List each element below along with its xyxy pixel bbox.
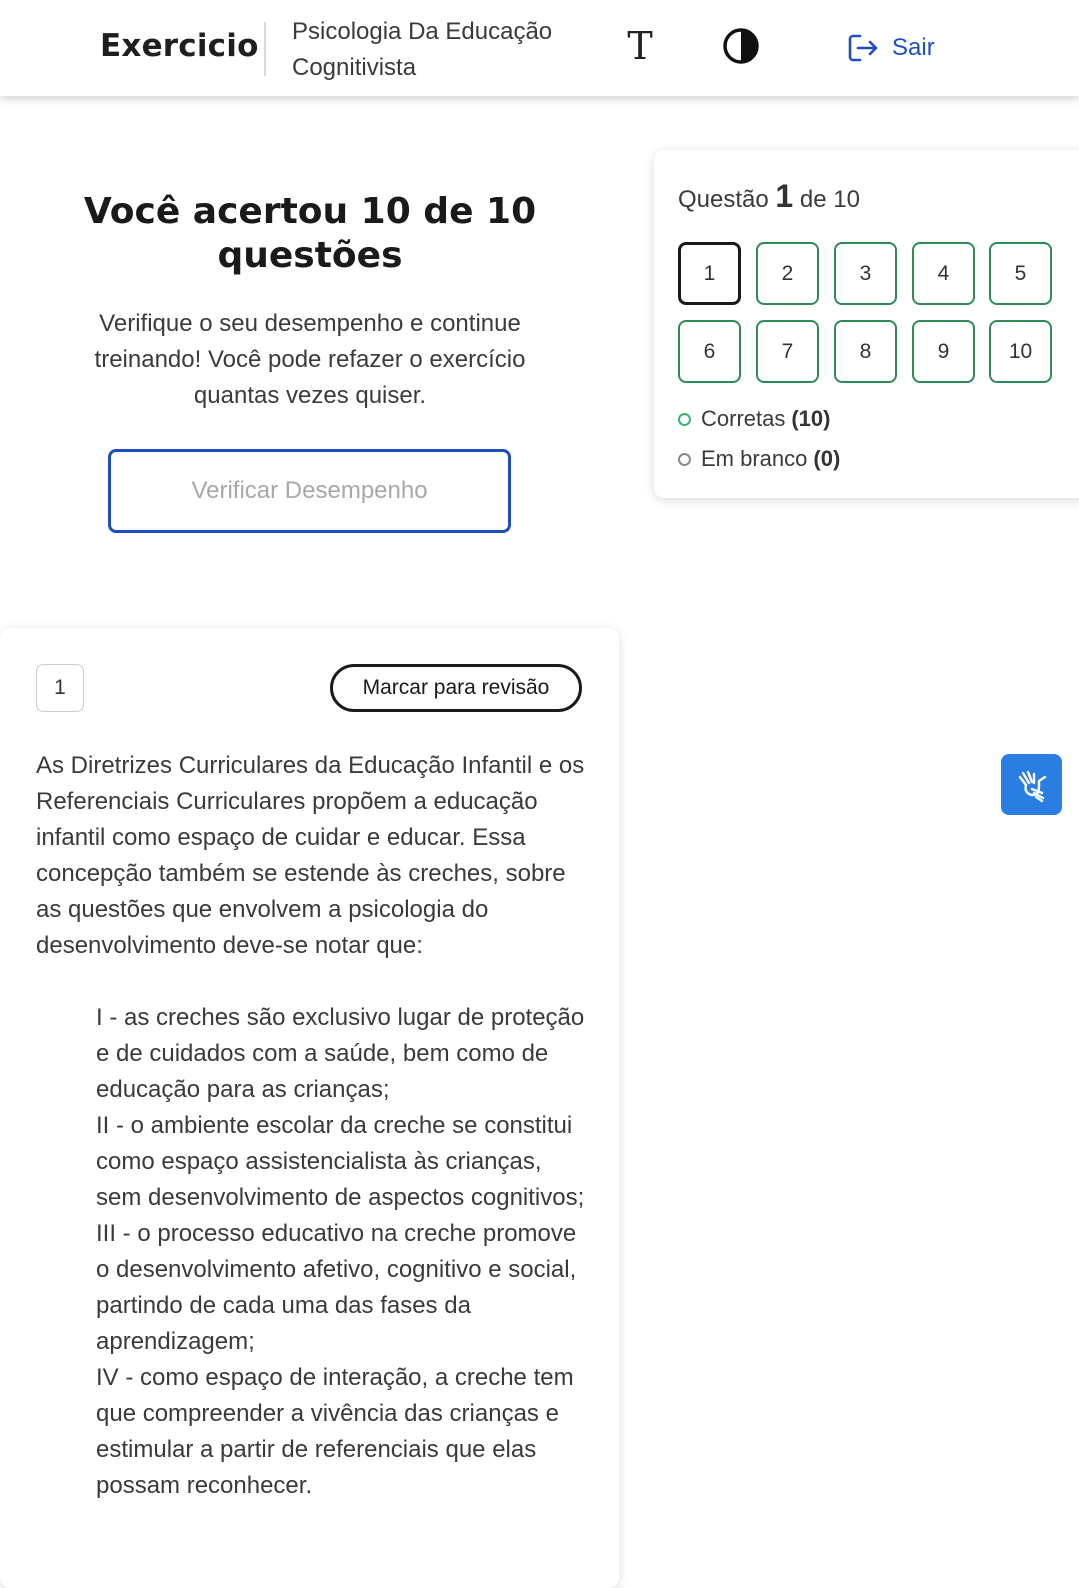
counter-current: 1 [775, 178, 794, 214]
question-item: III - o processo educativo na creche promove o desenvolvimento afetivo, cognitivo e social, partindo de cada uma das fases da aprendizagem; [96, 1220, 577, 1355]
result-panel [40, 190, 580, 414]
question-counter [678, 178, 860, 215]
verify-performance-button[interactable]: Verificar Desempenho [108, 449, 511, 533]
question-nav-button-6[interactable]: 6 [678, 320, 741, 383]
course-title-line2: Cognitivista [292, 54, 417, 81]
legend-correct-label: Corretas [701, 406, 786, 431]
question-nav-button-8[interactable]: 8 [834, 320, 897, 383]
counter-suffix: de 10 [799, 186, 860, 213]
header-divider [264, 22, 266, 76]
font-size-icon[interactable]: T [627, 24, 653, 68]
question-nav-button-7[interactable]: 7 [756, 320, 819, 383]
question-statement: As Diretrizes Curriculares da Educação Infantil e os Referenciais Curriculares propõem a educação infantil como espaço de cuidar e educar. Essa concepção também se estende às creches, sobre as questões que envolvem a psicologia do desenvolvimento deve-se notar que: [36, 752, 585, 959]
course-title-line1: Psicologia Da Educação [292, 18, 553, 45]
legend-correct-count: (10) [791, 406, 831, 431]
legend-blank-label: Em branco [701, 446, 808, 471]
result-message: Verifique o seu desempenho e continue treinando! Você pode refazer o exercício quantas vezes quiser. [94, 310, 526, 409]
sign-language-icon [1012, 765, 1052, 805]
legend-blank [678, 446, 840, 472]
logout-button[interactable] [846, 30, 935, 66]
question-card [0, 628, 619, 1588]
question-nav-button-5[interactable]: 5 [989, 242, 1052, 305]
question-items [96, 1000, 592, 1504]
mark-for-review-button[interactable]: Marcar para revisão [330, 664, 582, 712]
question-item: II - o ambiente escolar da creche se constitui como espaço assistencialista às crianças, sem desenvolvimento de aspectos cognitivos; [96, 1112, 585, 1211]
result-title: Você acertou 10 de 10 questões [83, 191, 537, 276]
course-title [292, 14, 592, 86]
correct-dot-icon [678, 413, 691, 426]
question-item: I - as creches são exclusivo lugar de proteção e de cuidados com a saúde, bem como de educação para as crianças; [96, 1004, 585, 1103]
legend-blank-count: (0) [813, 446, 841, 471]
logout-icon [846, 31, 880, 65]
question-nav-button-10[interactable]: 10 [989, 320, 1052, 383]
logout-label: Sair [892, 34, 935, 61]
sign-language-button[interactable] [1001, 754, 1062, 815]
question-nav-button-9[interactable]: 9 [912, 320, 975, 383]
counter-prefix: Questão [678, 186, 769, 213]
question-nav-button-4[interactable]: 4 [912, 242, 975, 305]
top-header [0, 0, 1079, 96]
blank-dot-icon [678, 453, 691, 466]
question-navigator [654, 150, 1079, 498]
question-nav-button-3[interactable]: 3 [834, 242, 897, 305]
question-nav-button-2[interactable]: 2 [756, 242, 819, 305]
legend-correct [678, 406, 830, 432]
contrast-icon[interactable] [722, 27, 760, 65]
brand-title: Exercicio [100, 28, 259, 64]
question-item: IV - como espaço de interação, a creche tem que compreender a vivência das crianças e estimular a partir de referenciais que elas possam reconhecer. [96, 1364, 574, 1499]
question-number-badge: 1 [36, 664, 84, 712]
question-nav-button-1[interactable]: 1 [678, 242, 741, 305]
